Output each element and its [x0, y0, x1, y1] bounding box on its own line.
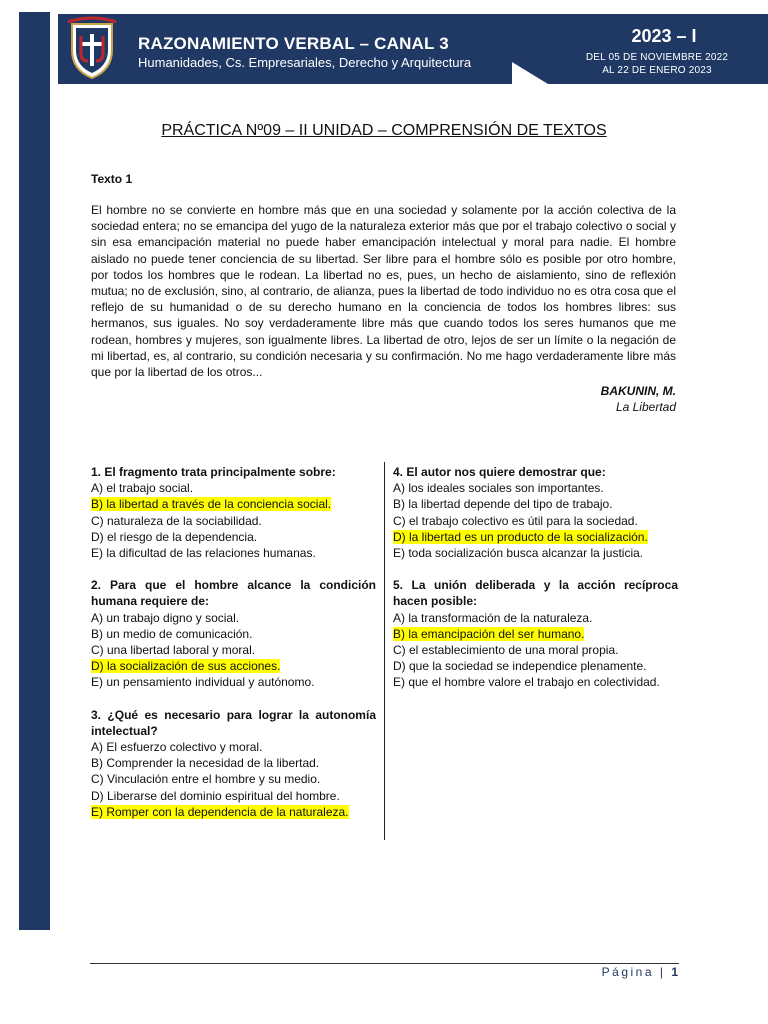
option-a: A) El esfuerzo colectivo y moral.: [91, 740, 263, 755]
option-e: E) la dificultad de las relaciones humanas.: [91, 546, 316, 561]
period-box: [512, 14, 768, 84]
page-title: PRÁCTICA Nº09 – II UNIDAD – COMPRENSIÓN DE TEXTOS: [161, 122, 607, 139]
question-stem: 3. ¿Qué es necesario para lograr la autonomía intelectual?: [91, 707, 376, 738]
question-1: [91, 464, 376, 561]
option-e: E) toda socialización busca alcanzar la justicia.: [393, 546, 644, 561]
header-banner: [58, 14, 512, 84]
footer-rule: [90, 963, 679, 964]
question-stem: 5. La unión deliberada y la acción recíproca hacen posible:: [393, 578, 678, 609]
page-number: 1: [671, 965, 678, 979]
question-stem: 4. El autor nos quiere demostrar que:: [393, 465, 606, 479]
question-5: [393, 577, 678, 690]
option-a: A) la transformación de la naturaleza.: [393, 610, 593, 625]
course-title: RAZONAMIENTO VERBAL – CANAL 3: [138, 34, 449, 53]
option-d-correct: D) la libertad es un producto de la socialización.: [393, 529, 648, 544]
page-footer: [602, 965, 678, 979]
question-2: [91, 577, 376, 690]
text-label: Texto 1: [91, 172, 133, 186]
author-name: BAKUNIN, M.: [600, 384, 676, 398]
date-start: DEL 05 DE NOVIEMBRE 2022: [585, 52, 729, 63]
question-4: [393, 464, 678, 561]
questions-left-column: [91, 464, 376, 836]
column-divider: [384, 462, 385, 840]
option-c: C) naturaleza de la sociabilidad.: [91, 513, 262, 528]
question-stem: 2. Para que el hombre alcance la condición humana requiere de:: [91, 578, 376, 609]
option-a: A) el trabajo social.: [91, 481, 194, 496]
option-e: E) que el hombre valore el trabajo en colectividad.: [393, 675, 660, 690]
option-d: D) que la sociedad se independice plenamente.: [393, 659, 647, 674]
option-d: D) el riesgo de la dependencia.: [91, 529, 258, 544]
option-c: C) Vinculación entre el hombre y su medio.: [91, 772, 321, 787]
option-b: B) Comprender la necesidad de la libertad.: [91, 756, 320, 771]
university-logo: [64, 16, 120, 80]
work-title: La Libertad: [615, 400, 676, 414]
question-stem: 1. El fragmento trata principalmente sobre:: [91, 465, 336, 479]
option-a: A) un trabajo digno y social.: [91, 610, 240, 625]
question-3: [91, 707, 376, 820]
option-b-correct: B) la emancipación del ser humano.: [393, 626, 585, 641]
period-label: 2023 – I: [631, 26, 697, 46]
option-b-correct: B) la libertad a través de la conciencia social.: [91, 497, 332, 512]
passage-text: El hombre no se convierte en hombre más que en una sociedad y solamente por la acción colectiva de la sociedad entera; no se emancipa del yugo de la naturaleza exterior más que por el trabajo colectivo o social y sin esa emancipación material no puede haber emancipación intelectual y moral para nadie. El hombre aislado no puede tener conciencia de su libertad. Ser libre para el hombre sólo es posible por otro hombre, por todos los hombres que le rodean. La libertad no es, pues, un hecho de aislamiento, sino de reflexión mutua; no de exclusión, sino, al contrario, de alianza, pues la libertad de todo individuo no es otra cosa que el reflejo de su humanidad o de su derecho humano en la conciencia de todos los hombres libres: sus hermanos, sus iguales. No soy verdaderamente libre más que cuando todos los seres humanos que me rodean, hombres y mujeres, son igualmente libres. La libertad de otro, lejos de ser un límite o la negación de mi libertad, es, al contrario, su condición necesaria y su confirmación. No me hago verdaderamente libre más que por la libertad de los otros...: [91, 203, 676, 380]
attribution: [601, 383, 676, 415]
date-end: AL 22 DE ENERO 2023: [602, 65, 712, 76]
option-e: E) un pensamiento individual y autónomo.: [91, 675, 315, 690]
option-d: D) Liberarse del dominio espiritual del hombre.: [91, 788, 340, 803]
option-b: B) un medio de comunicación.: [91, 626, 253, 641]
option-a: A) los ideales sociales son importantes.: [393, 481, 604, 496]
course-subtitle: Humanidades, Cs. Empresariales, Derecho y Arquitectura: [138, 55, 472, 70]
option-e-correct: E) Romper con la dependencia de la naturaleza.: [91, 804, 349, 819]
page-label: Página |: [601, 965, 666, 979]
option-c: C) una libertad laboral y moral.: [91, 643, 256, 658]
questions-right-column: [393, 464, 678, 707]
option-b: B) la libertad depende del tipo de trabajo.: [393, 497, 613, 512]
option-c: C) el establecimiento de una moral propia.: [393, 643, 619, 658]
option-d-correct: D) la socialización de sus acciones.: [91, 659, 281, 674]
option-c: C) el trabajo colectivo es útil para la sociedad.: [393, 513, 638, 528]
side-bar: [19, 12, 50, 930]
